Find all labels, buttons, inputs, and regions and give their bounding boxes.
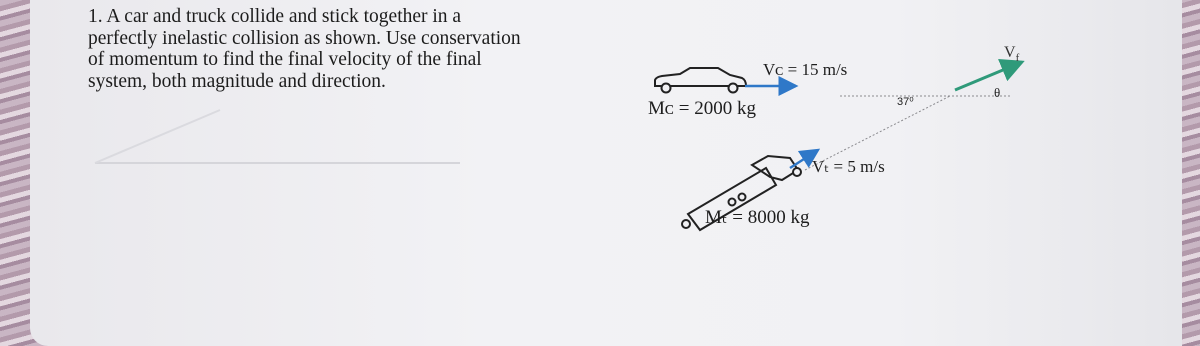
- final-velocity-symbol: V: [1004, 44, 1016, 61]
- final-velocity-label: [1004, 44, 1019, 64]
- problem-line-4: system, both magnitude and direction.: [88, 70, 386, 92]
- problem-line-2: perfectly inelastic collision as shown. Use conservation: [88, 27, 521, 49]
- car-velocity-label: Vᴄ = 15 m/s: [763, 60, 848, 79]
- angle-label: 37⁰: [897, 96, 914, 108]
- problem-line-1: 1. A car and truck collide and stick together in a: [88, 6, 462, 27]
- final-velocity-subscript: f: [1015, 52, 1020, 65]
- car-mass-label: Mᴄ = 2000 kg: [648, 98, 756, 119]
- truck-velocity-label: Vₜ = 5 m/s: [812, 157, 885, 176]
- final-velocity-vector: [955, 62, 1022, 90]
- car-icon: [655, 68, 746, 93]
- problem-line-3: of momentum to find the final velocity of the final: [88, 49, 482, 70]
- truck-mass-label: Mₜ = 8000 kg: [705, 207, 810, 228]
- theta-label: θ: [994, 85, 1001, 100]
